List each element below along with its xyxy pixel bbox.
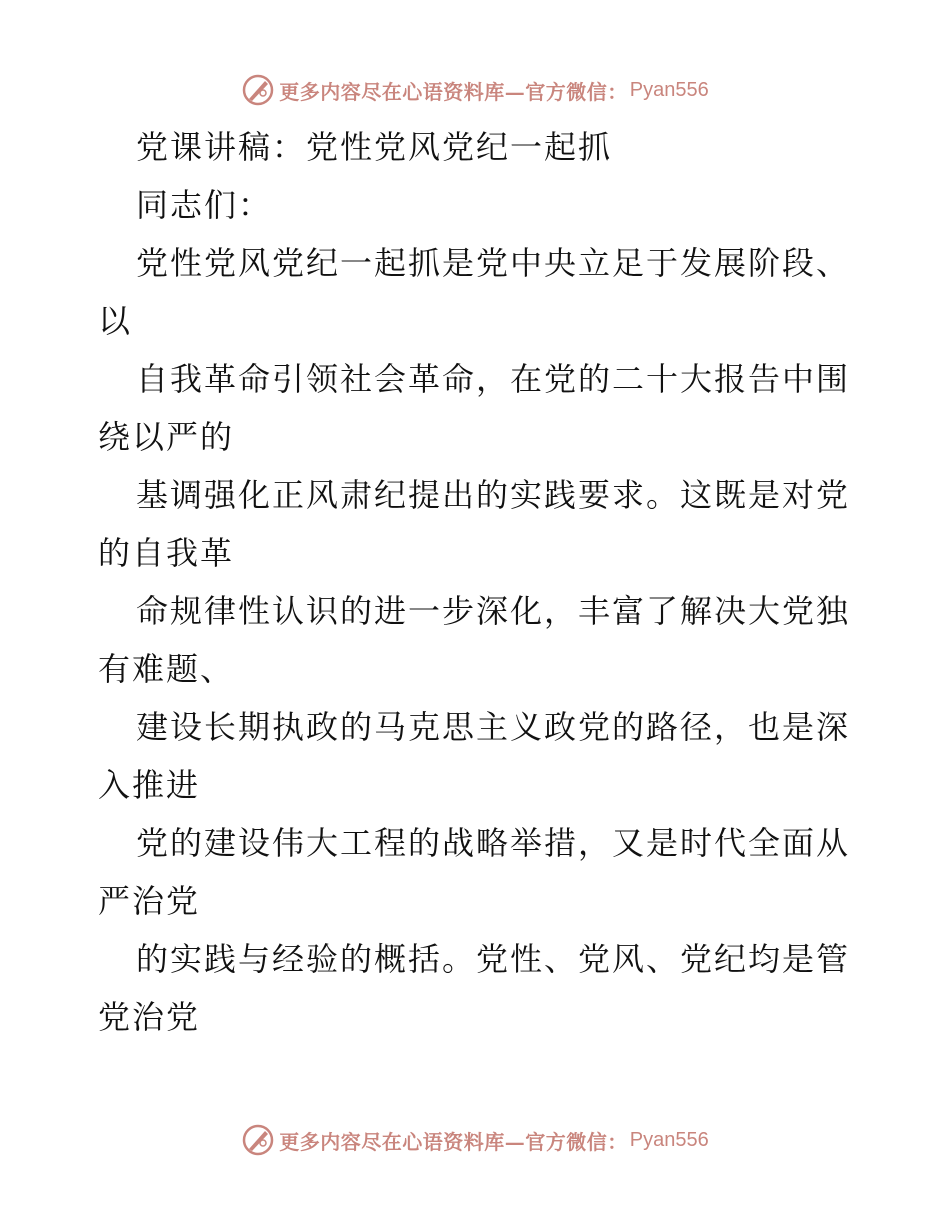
- header-watermark: [0, 70, 950, 110]
- watermark-wechat-id: Pyan556: [629, 78, 709, 101]
- footer-watermark: [0, 1120, 950, 1160]
- watermark-wechat-id: Pyan556: [629, 1128, 709, 1151]
- text-line: 的实践与经验的概括。党性、党风、党纪均是管: [136, 940, 851, 978]
- text-line: 基调强化正风肃纪提出的实践要求。这既是对党: [136, 476, 851, 514]
- text-line: 以: [98, 302, 133, 340]
- text-line: 严治党: [98, 882, 201, 920]
- text-line: 党的建设伟大工程的战略举措，又是时代全面从: [136, 824, 851, 862]
- text-line: 建设长期执政的马克思主义政党的路径，也是深: [136, 708, 851, 746]
- quill-logo-icon: [241, 1123, 275, 1157]
- text-line: 命规律性认识的进一步深化，丰富了解决大党独: [136, 592, 851, 630]
- text-line: 有难题、: [98, 650, 235, 688]
- text-line: 的自我革: [98, 534, 235, 572]
- watermark-text: 更多内容尽在心语资料库—官方微信：: [279, 1129, 628, 1154]
- document-title: 党课讲稿：党性党风党纪一起抓: [136, 128, 613, 166]
- text-line: 绕以严的: [98, 418, 235, 456]
- text-line: 入推进: [98, 766, 201, 804]
- document-body: [98, 118, 858, 1046]
- text-line: 党治党: [98, 998, 201, 1036]
- text-line: 自我革命引领社会革命，在党的二十大报告中围: [136, 360, 851, 398]
- quill-logo-icon: [241, 73, 275, 107]
- text-line: 党性党风党纪一起抓是党中央立足于发展阶段、: [136, 244, 851, 282]
- salutation: 同志们：: [136, 186, 273, 224]
- watermark-text: 更多内容尽在心语资料库—官方微信：: [279, 79, 628, 104]
